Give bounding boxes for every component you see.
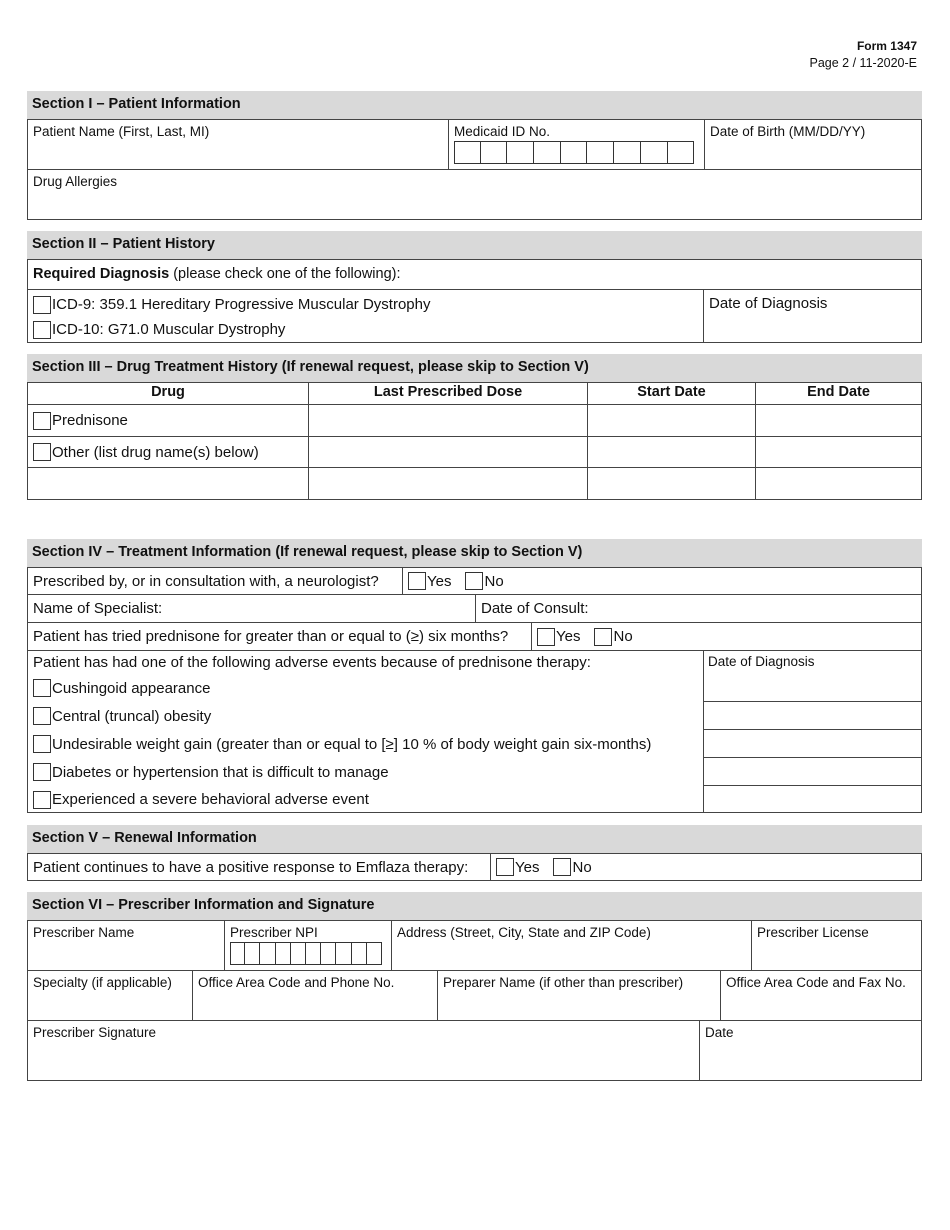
start-date-cell[interactable] bbox=[587, 405, 755, 436]
section-1 bbox=[27, 91, 922, 220]
drug-other[interactable]: Other (list drug name(s) below) bbox=[28, 437, 308, 467]
neurologist-question: Prescribed by, or in consultation with, a neurologist? bbox=[33, 572, 379, 590]
consult-date-field[interactable]: Date of Consult: bbox=[475, 595, 921, 622]
col-start-date: Start Date bbox=[587, 383, 755, 404]
phone-field[interactable]: Office Area Code and Phone No. bbox=[192, 971, 437, 1020]
checkbox[interactable] bbox=[33, 763, 51, 781]
table-row bbox=[27, 437, 922, 468]
event-date-field-2[interactable] bbox=[704, 702, 921, 730]
form-number: Form 1347 bbox=[856, 39, 917, 53]
event-cushingoid[interactable]: Cushingoid appearance bbox=[28, 674, 703, 702]
dose-cell[interactable] bbox=[308, 405, 587, 436]
dob-label: Date of Birth (MM/DD/YY) bbox=[710, 124, 866, 139]
end-date-cell[interactable] bbox=[755, 437, 921, 467]
drug-allergies-label: Drug Allergies bbox=[33, 174, 118, 189]
col-last-dose: Last Prescribed Dose bbox=[308, 383, 587, 404]
prednisone-no-checkbox[interactable] bbox=[594, 628, 612, 646]
col-end-date: End Date bbox=[755, 383, 921, 404]
section-3-title: Section III – Drug Treatment History (If renewal request, please skip to Section V) bbox=[27, 354, 922, 382]
dob-field[interactable] bbox=[704, 120, 921, 169]
prescriber-name-field[interactable]: Prescriber Name bbox=[33, 925, 135, 940]
table-row bbox=[27, 405, 922, 437]
prescriber-license-field[interactable]: Prescriber License bbox=[751, 921, 921, 970]
checkbox[interactable] bbox=[33, 443, 51, 461]
prescriber-signature-field[interactable]: Prescriber Signature bbox=[33, 1025, 157, 1040]
medicaid-id-boxes[interactable] bbox=[454, 141, 699, 164]
event-behavioral[interactable]: Experienced a severe behavioral adverse event bbox=[28, 786, 703, 813]
section-4-title: Section IV – Treatment Information (If renewal request, please skip to Section V) bbox=[27, 539, 922, 567]
section-5-title: Section V – Renewal Information bbox=[27, 825, 922, 853]
prednisone-question: Patient has tried prednisone for greater than or equal to (≥) six months? bbox=[33, 628, 509, 645]
renewal-question: Patient continues to have a positive response to Emflaza therapy: bbox=[33, 858, 469, 876]
adverse-question: Patient has had one of the following adverse events because of prednisone therapy: bbox=[33, 654, 591, 671]
specialty-field[interactable]: Specialty (if applicable) bbox=[33, 975, 172, 990]
checkbox[interactable] bbox=[33, 679, 51, 697]
dose-cell[interactable] bbox=[308, 468, 587, 499]
event-date-field-4[interactable] bbox=[704, 758, 921, 786]
start-date-cell[interactable] bbox=[587, 437, 755, 467]
end-date-cell[interactable] bbox=[755, 405, 921, 436]
diagnosis-option-icd9[interactable]: ICD-9: 359.1 Hereditary Progressive Muscular Dystrophy bbox=[33, 292, 698, 317]
section-4 bbox=[27, 539, 922, 813]
event-date-field-5[interactable] bbox=[704, 786, 921, 811]
section-6-title: Section VI – Prescriber Information and Signature bbox=[27, 892, 922, 920]
section-1-title: Section I – Patient Information bbox=[27, 91, 922, 119]
neurologist-options: Yes No bbox=[402, 568, 921, 594]
event-date-field-3[interactable] bbox=[704, 730, 921, 758]
checkbox[interactable] bbox=[33, 296, 51, 314]
address-field[interactable]: Address (Street, City, State and ZIP Code) bbox=[391, 921, 751, 970]
diagnosis-option-icd10[interactable]: ICD-10: G71.0 Muscular Dystrophy bbox=[33, 317, 698, 342]
start-date-cell[interactable] bbox=[587, 468, 755, 499]
col-drug: Drug bbox=[151, 384, 185, 400]
section-2-title: Section II – Patient History bbox=[27, 231, 922, 259]
prednisone-yes-checkbox[interactable] bbox=[537, 628, 555, 646]
form-header bbox=[810, 38, 917, 72]
prednisone-options: Yes No bbox=[531, 623, 921, 650]
preparer-name-field[interactable]: Preparer Name (if other than prescriber) bbox=[437, 971, 720, 1020]
drug-allergies-field[interactable] bbox=[28, 170, 921, 219]
specialist-name-field[interactable]: Name of Specialist: bbox=[33, 600, 163, 617]
npi-boxes[interactable] bbox=[230, 942, 386, 965]
neurologist-yes-checkbox[interactable] bbox=[408, 572, 426, 590]
renewal-options: Yes No bbox=[490, 854, 921, 880]
medicaid-id-label: Medicaid ID No. bbox=[454, 124, 551, 139]
section-5 bbox=[27, 825, 922, 881]
patient-name-field[interactable] bbox=[28, 120, 448, 169]
signature-date-field[interactable]: Date bbox=[699, 1021, 921, 1080]
page-info: Page 2 / 11-2020-E bbox=[809, 56, 917, 70]
required-diagnosis-label: Required Diagnosis (please check one of the following): bbox=[33, 266, 401, 282]
dose-cell[interactable] bbox=[308, 437, 587, 467]
end-date-cell[interactable] bbox=[755, 468, 921, 499]
fax-field[interactable]: Office Area Code and Fax No. bbox=[720, 971, 921, 1020]
event-weight-gain[interactable]: Undesirable weight gain (greater than or equal to [≥] 10 % of body weight gain six-months) bbox=[28, 730, 703, 758]
prescriber-npi-field[interactable]: Prescriber NPI bbox=[224, 921, 391, 970]
checkbox[interactable] bbox=[33, 735, 51, 753]
event-diabetes[interactable]: Diabetes or hypertension that is difficult to manage bbox=[28, 758, 703, 786]
medicaid-id-field[interactable] bbox=[448, 120, 704, 169]
patient-name-label: Patient Name (First, Last, MI) bbox=[33, 124, 210, 139]
other-drug-name-cell[interactable] bbox=[28, 468, 308, 499]
section-6 bbox=[27, 892, 922, 1081]
checkbox[interactable] bbox=[33, 412, 51, 430]
renewal-no-checkbox[interactable] bbox=[553, 858, 571, 876]
event-date-field-1[interactable]: Date of Diagnosis bbox=[704, 651, 921, 702]
checkbox[interactable] bbox=[33, 321, 51, 339]
renewal-yes-checkbox[interactable] bbox=[496, 858, 514, 876]
section-2 bbox=[27, 231, 922, 343]
section-3 bbox=[27, 354, 922, 500]
drug-prednisone[interactable]: Prednisone bbox=[28, 405, 308, 436]
checkbox[interactable] bbox=[33, 707, 51, 725]
neurologist-no-checkbox[interactable] bbox=[465, 572, 483, 590]
event-obesity[interactable]: Central (truncal) obesity bbox=[28, 702, 703, 730]
table-row bbox=[27, 468, 922, 500]
date-of-diagnosis-field[interactable]: Date of Diagnosis bbox=[703, 290, 921, 342]
checkbox[interactable] bbox=[33, 791, 51, 809]
